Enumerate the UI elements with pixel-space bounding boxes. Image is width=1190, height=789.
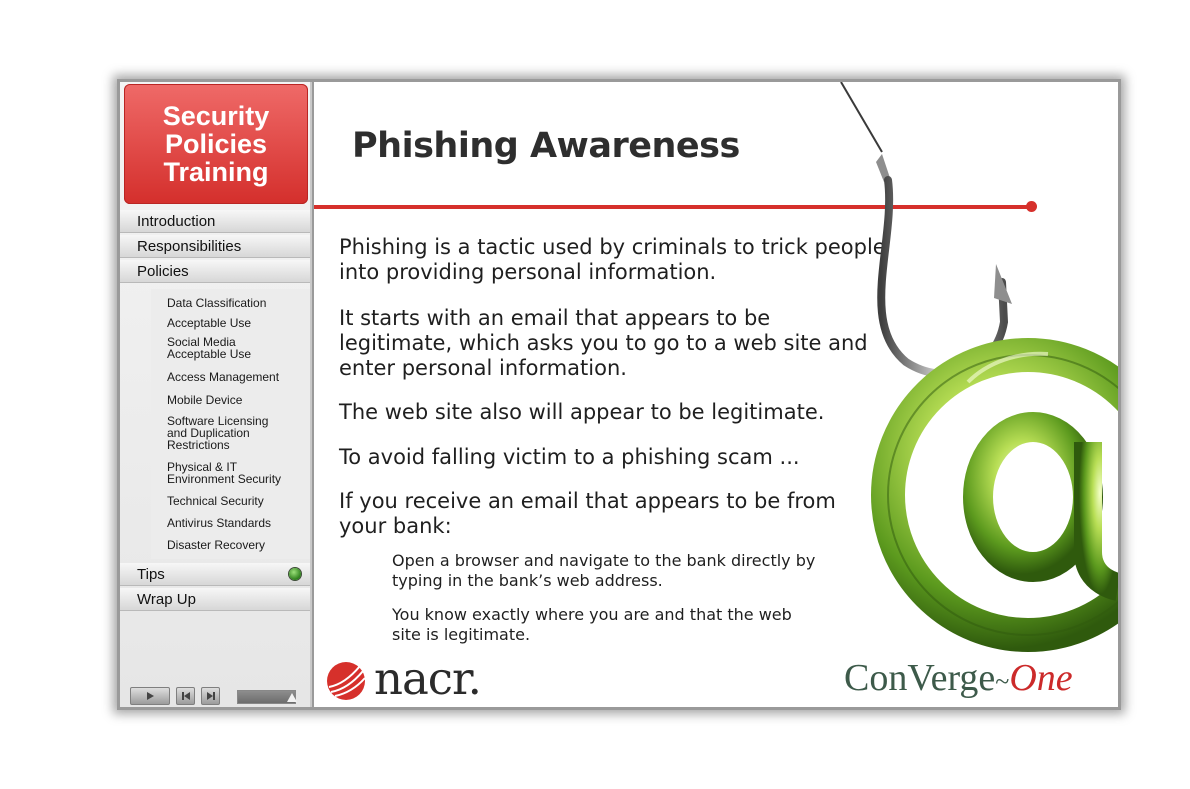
nav-item-tips-label: Tips: [137, 566, 165, 583]
slide-content: [314, 82, 1118, 707]
converge-one-wordmark: One: [1009, 657, 1073, 699]
progress-bar[interactable]: [237, 690, 296, 704]
fishhook-at-sign-image: [818, 82, 1118, 707]
progress-thumb[interactable]: [287, 693, 297, 702]
course-brand-tile: [124, 84, 308, 204]
subnav-item-data-classification[interactable]: Data Classification: [167, 296, 267, 310]
subnav-item-technical-security[interactable]: Technical Security: [167, 494, 264, 508]
paragraph-2: It starts with an email that appears to be legitimate, which asks you to go to a web site and enter personal information.: [339, 306, 868, 380]
nav-item-responsibilities[interactable]: Responsibilities: [120, 235, 310, 258]
subnav-item-disaster-recovery[interactable]: Disaster Recovery: [167, 538, 266, 552]
sub-paragraph-2: You know exactly where you are and that the web site is legitimate.: [392, 605, 792, 644]
converge-wordmark: ConVerge: [844, 657, 996, 699]
play-button[interactable]: [130, 687, 170, 705]
nav-item-introduction[interactable]: Introduction: [120, 210, 310, 233]
course-title: Security Policies Training: [162, 101, 270, 187]
nacr-logo-icon: [326, 661, 366, 701]
converge-separator: ~: [995, 667, 1010, 696]
subnav-item-access-management[interactable]: Access Management: [167, 370, 280, 384]
previous-icon: [181, 691, 191, 701]
paragraph-4: To avoid falling victim to a phishing scam ...: [339, 445, 800, 469]
subnav-item-social-media[interactable]: Social Media Acceptable Use: [167, 335, 252, 361]
next-icon: [206, 691, 216, 701]
subnav-item-physical-it[interactable]: Physical & IT Environment Security: [167, 460, 282, 486]
subnav-item-acceptable-use[interactable]: Acceptable Use: [167, 316, 252, 330]
paragraph-1: Phishing is a tactic used by criminals to trick people into providing personal information.: [339, 235, 886, 284]
nav-item-tips[interactable]: [120, 563, 310, 586]
subnav-item-mobile-device[interactable]: Mobile Device: [167, 393, 243, 407]
sidebar: [120, 82, 312, 707]
nav-item-wrap-up[interactable]: Wrap Up: [120, 588, 310, 611]
converge-one-logo: [844, 656, 1073, 700]
subnav-item-antivirus-standards[interactable]: Antivirus Standards: [167, 516, 272, 530]
previous-button[interactable]: [176, 687, 195, 705]
nacr-wordmark: nacr.: [374, 652, 481, 705]
subnav-item-software-licensing[interactable]: Software Licensing and Duplication Restrictions: [167, 414, 269, 452]
slide-title: Phishing Awareness: [352, 126, 740, 166]
sub-paragraph-1: Open a browser and navigate to the bank directly by typing in the bank’s web address.: [392, 551, 816, 590]
next-button[interactable]: [201, 687, 220, 705]
status-indicator-icon: [289, 568, 301, 580]
player-frame: [117, 79, 1121, 710]
nav-item-policies[interactable]: Policies: [120, 260, 310, 283]
paragraph-3: The web site also will appear to be legitimate.: [339, 400, 825, 424]
paragraph-5: If you receive an email that appears to be from your bank:: [339, 489, 836, 538]
policies-subnav: [151, 289, 310, 559]
play-icon: [145, 691, 155, 701]
